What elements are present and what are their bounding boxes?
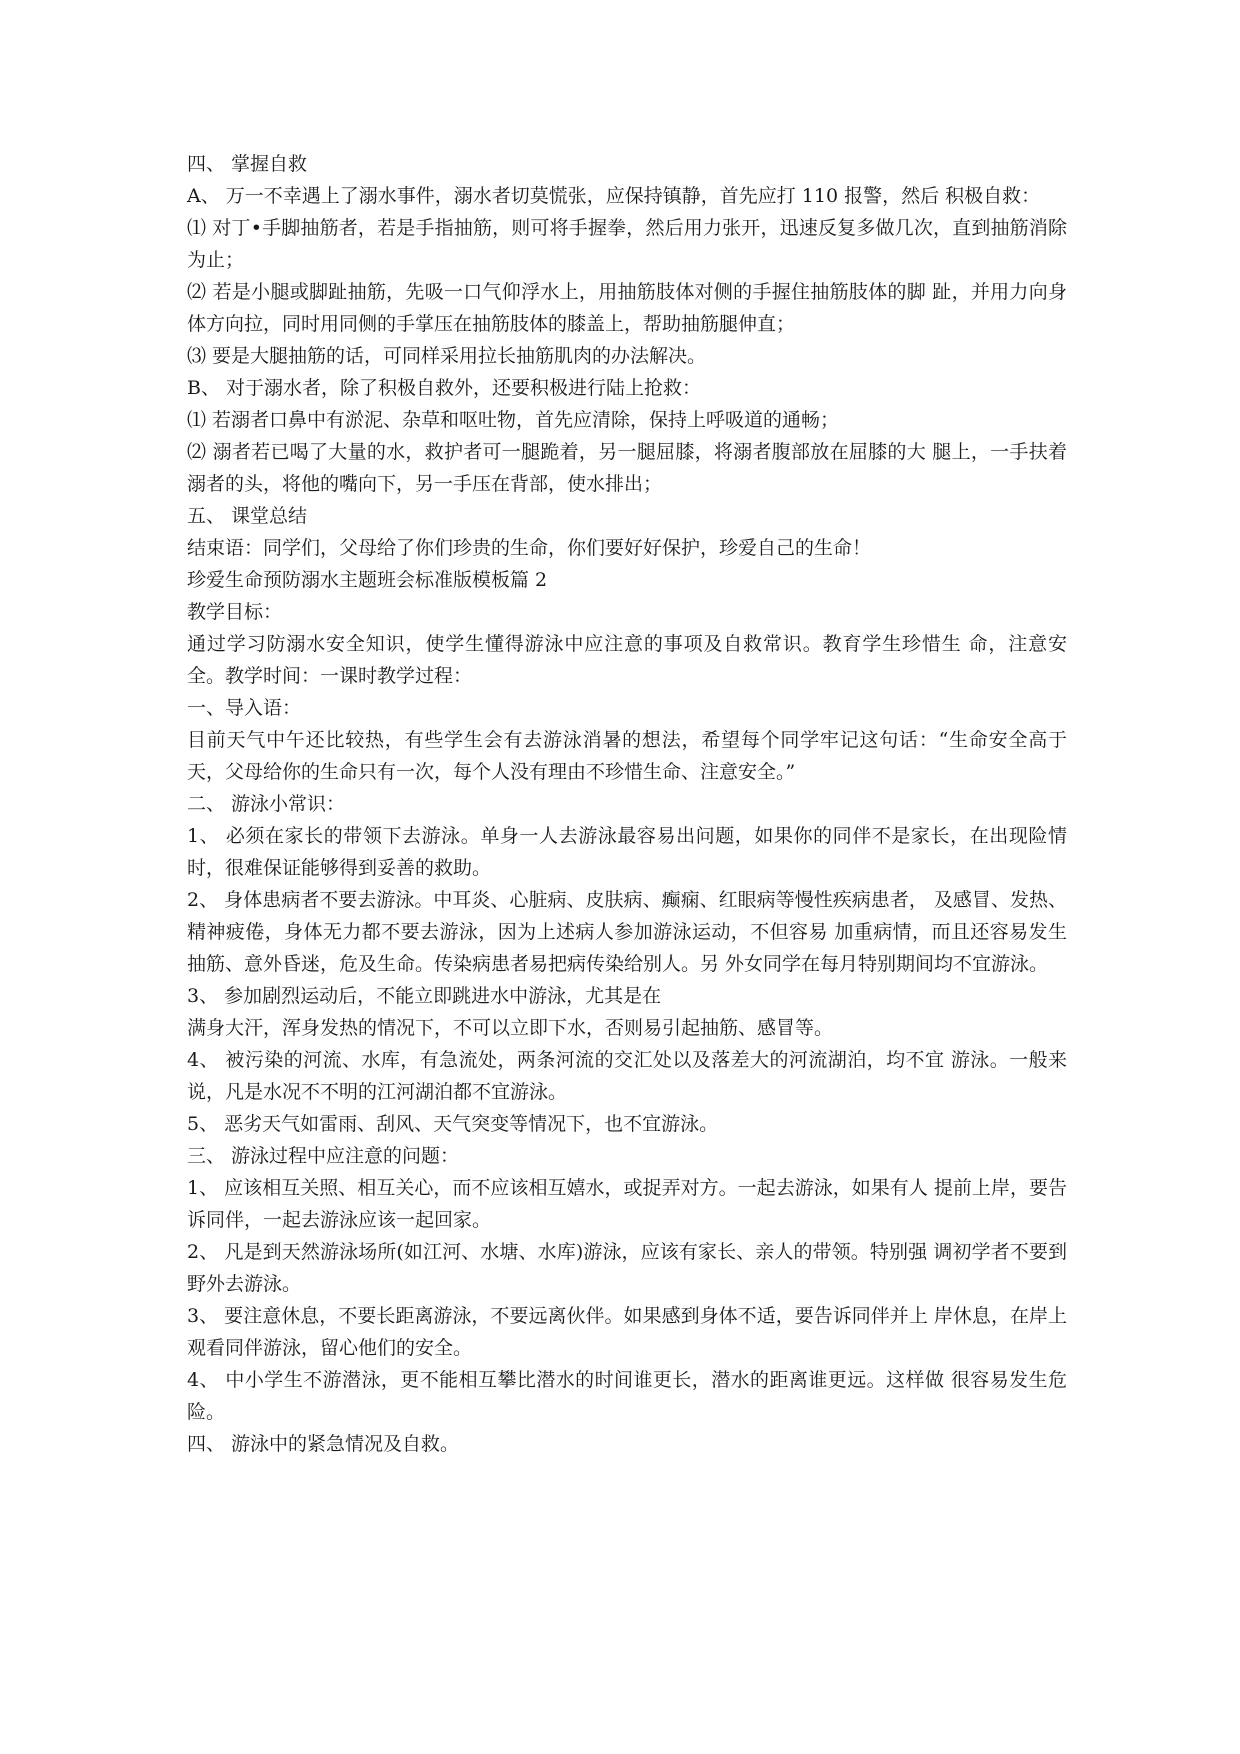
paragraph: ⑵ 溺者若已喝了大量的水，救护者可一腿跪着，另一腿屈膝，将溺者腹部放在屈膝的大 腿上，一手扶着溺者的头，将他的嘴向下，另一手压在背部，使水排出； [187, 441, 1067, 495]
paragraph: 2、 凡是到天然游泳场所(如江河、水塘、水库)游泳，应该有家长、亲人的带领。特别强 调初学者不要到野外去游泳。 [187, 1241, 1067, 1295]
section-heading: 四、 游泳中的紧急情况及自救。 [187, 1433, 460, 1455]
paragraph: 4、 被污染的河流、水库，有急流处，两条河流的交汇处以及落差大的河流湖泊，均不宜 游泳。一般来说，凡是水况不不明的江河湖泊都不宜游泳。 [187, 1049, 1067, 1103]
paragraph: 1、 应该相互关照、相互关心，而不应该相互嬉水，或捉弄对方。一起去游泳，如果有人 提前上岸，要告诉同伴，一起去游泳应该一起回家。 [187, 1177, 1067, 1231]
paragraph: ⑵ 若是小腿或脚趾抽筋，先吸一口气仰浮水上，用抽筋肢体对侧的手握住抽筋肢体的脚 趾，并用力向身体方向拉，同时用同侧的手掌压在抽筋肢体的膝盖上，帮助抽筋腿伸直； [187, 281, 1067, 335]
paragraph: A、 万一不幸遇上了溺水事件，溺水者切莫慌张，应保持镇静，首先应打 110 报警，然后 积极自救： [187, 185, 1041, 207]
paragraph: ⑶ 要是大腿抽筋的话，可同样采用拉长抽筋肌肉的办法解决。 [187, 345, 707, 367]
paragraph: 5、 恶劣天气如雷雨、刮风、天气突变等情况下，也不宜游泳。 [187, 1113, 719, 1135]
section-heading: 教学目标： [187, 601, 283, 623]
paragraph: 通过学习防溺水安全知识，使学生懂得游泳中应注意的事项及自救常识。教育学生珍惜生 命，注意安全。教学时间：一课时教学过程： [187, 633, 1067, 687]
paragraph: 1、 必须在家长的带领下去游泳。单身一人去游泳最容易出问题，如果你的同伴不是家长，在出现险情时，很难保证能够得到妥善的救助。 [187, 825, 1067, 879]
paragraph: 满身大汗，浑身发热的情况下，不可以立即下水，否则易引起抽筋、感冒等。 [187, 1017, 834, 1039]
paragraph: ⑴ 对丁•手脚抽筋者，若是手指抽筋，则可将手握拳，然后用力张开，迅速反复多做几次，直到抽筋消除为止； [187, 217, 1067, 271]
paragraph: 2、 身体患病者不要去游泳。中耳炎、心脏病、皮肤病、癫痫、红眼病等慢性疾病患者， 及感冒、发热、精神疲倦，身体无力都不要去游泳，因为上述病人参加游泳运动，不但容易 加重病情，而且还容易发生抽筋、意外昏迷，危及生命。传染病患者易把病传染给别人。另 外女同学在每月特别期间均不宜游泳。 [187, 889, 1067, 975]
section-heading: 三、 游泳过程中应注意的问题： [187, 1145, 460, 1167]
section-heading: 一、导入语： [187, 697, 302, 719]
section-heading: 二、 游泳小常识： [187, 793, 346, 815]
paragraph: B、 对于溺水者，除了积极自救外，还要积极进行陆上抢救： [187, 377, 702, 399]
paragraph: ⑴ 若溺者口鼻中有淤泥、杂草和呕吐物，首先应清除，保持上呼吸道的通畅； [187, 409, 840, 431]
document-body [187, 148, 1067, 1460]
paragraph: 结束语：同学们，父母给了你们珍贵的生命，你们要好好保护，珍爱自己的生命！ [187, 537, 872, 559]
document-title: 珍爱生命预防溺水主题班会标准版模板篇 2 [187, 569, 548, 591]
paragraph: 4、 中小学生不游潜泳，更不能相互攀比潜水的时间谁更长，潜水的距离谁更远。这样做 很容易发生危险。 [187, 1369, 1067, 1423]
paragraph: 3、 要注意休息，不要长距离游泳，不要远离伙伴。如果感到身体不适，要告诉同伴并上 岸休息，在岸上观看同伴游泳，留心他们的安全。 [187, 1305, 1067, 1359]
paragraph: 目前天气中午还比较热，有些学生会有去游泳消暑的想法，希望每个同学牢记这句话：“生命安全高于天，父母给你的生命只有一次，每个人没有理由不珍惜生命、注意安全。” [187, 729, 1067, 783]
section-heading: 五、 课堂总结 [187, 505, 308, 527]
section-heading: 四、 掌握自救 [187, 153, 308, 175]
paragraph: 3、 参加剧烈运动后，不能立即跳进水中游泳，尤其是在 [187, 985, 662, 1007]
